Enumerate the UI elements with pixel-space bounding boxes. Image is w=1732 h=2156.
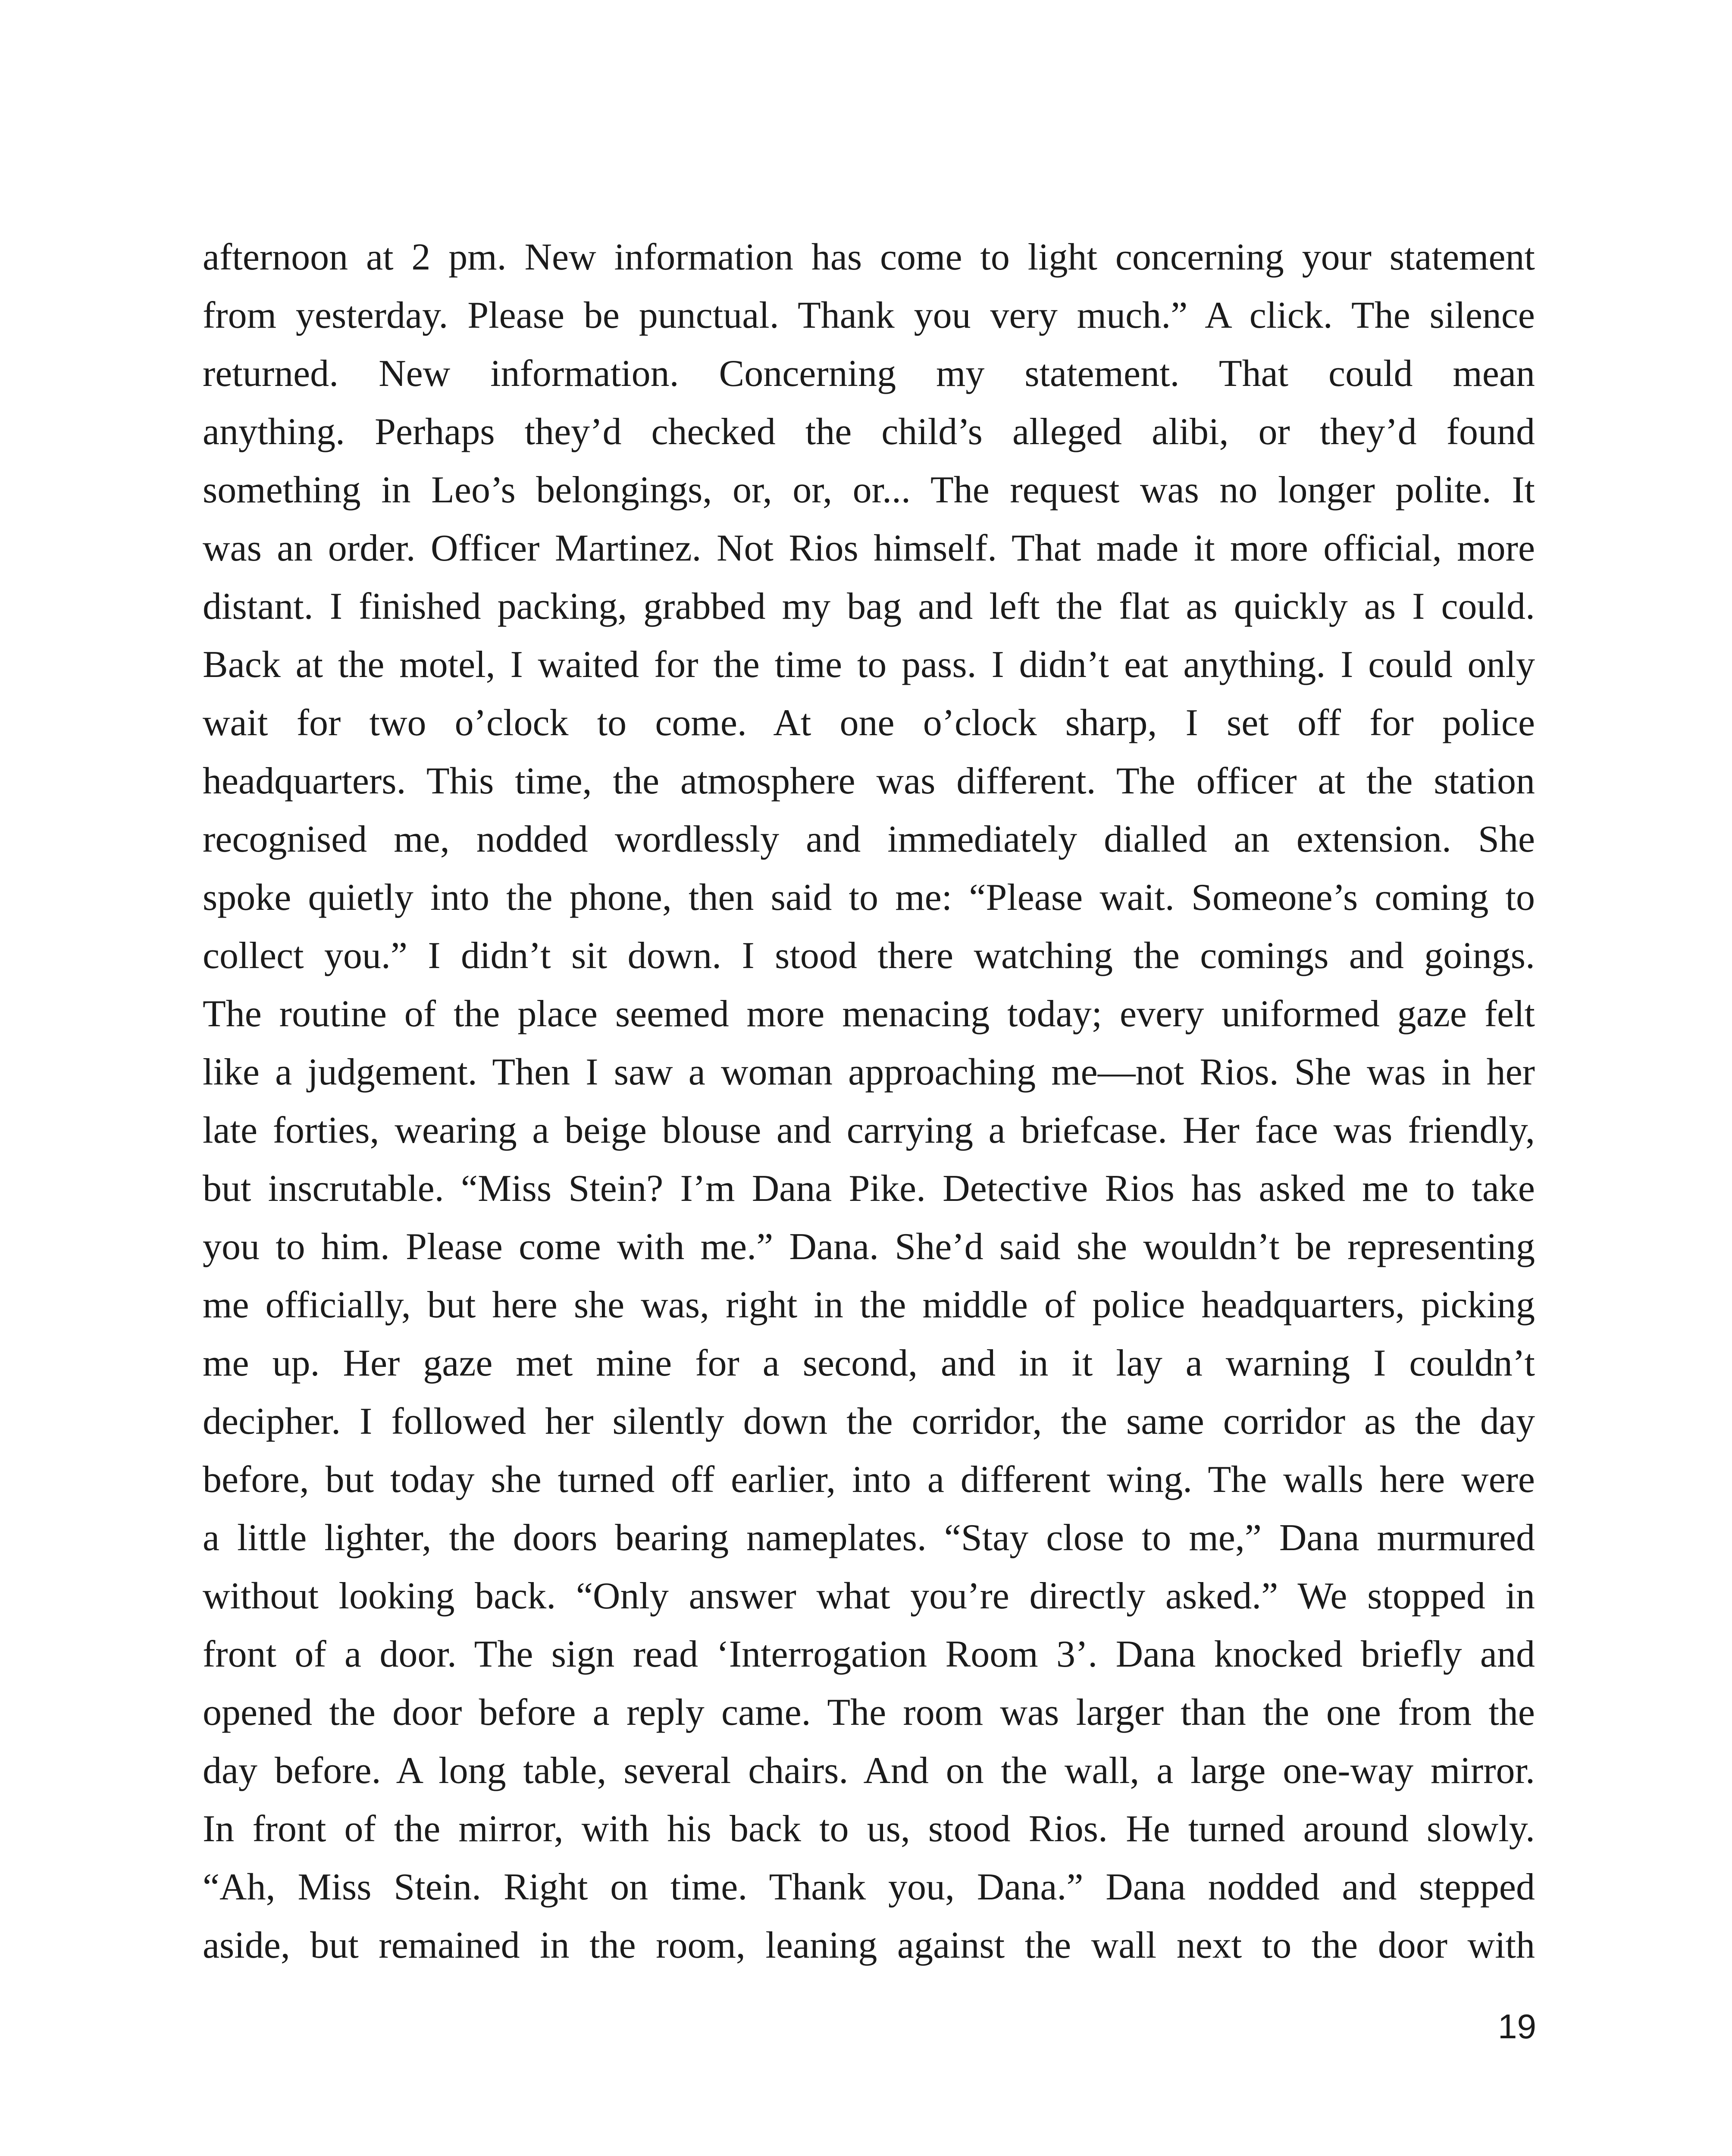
text-line: The routine of the place seemed more menacing today; every uniformed gaze felt <box>203 993 1535 1035</box>
text-line: spoke quietly into the phone, then said to me: “Please wait. Someone’s coming to <box>203 877 1535 918</box>
text-line: In front of the mirror, with his back to us, stood Rios. He turned around slowly. <box>203 1808 1535 1850</box>
text-line: something in Leo’s belongings, or, or, or... The request was no longer polite. It <box>203 469 1535 511</box>
text-line: without looking back. “Only answer what you’re directly asked.” We stopped in <box>203 1575 1535 1617</box>
text-line: but inscrutable. “Miss Stein? I’m Dana Pike. Detective Rios has asked me to take <box>203 1168 1535 1210</box>
text-line: distant. I finished packing, grabbed my bag and left the flat as quickly as I could. <box>203 586 1535 627</box>
text-line: wait for two o’clock to come. At one o’clock sharp, I set off for police <box>203 702 1535 744</box>
text-line: afternoon at 2 pm. New information has come to light concerning your statement <box>203 236 1535 278</box>
text-line: anything. Perhaps they’d checked the child’s alleged alibi, or they’d found <box>203 411 1535 453</box>
body-paragraph <box>203 228 1535 1974</box>
text-line: decipher. I followed her silently down the corridor, the same corridor as the day <box>203 1401 1535 1442</box>
text-line: you to him. Please come with me.” Dana. She’d said she wouldn’t be representing <box>203 1226 1535 1268</box>
text-line: “Ah, Miss Stein. Right on time. Thank you, Dana.” Dana nodded and stepped <box>203 1866 1535 1908</box>
text-line: front of a door. The sign read ‘Interrogation Room 3’. Dana knocked briefly and <box>203 1633 1535 1675</box>
text-line: me officially, but here she was, right in the middle of police headquarters, picking <box>203 1284 1535 1326</box>
text-line: returned. New information. Concerning my statement. That could mean <box>203 353 1535 395</box>
text-line: headquarters. This time, the atmosphere was different. The officer at the station <box>203 760 1535 802</box>
text-line: was an order. Officer Martinez. Not Rios himself. That made it more official, more <box>203 527 1535 569</box>
text-line: like a judgement. Then I saw a woman approaching me—not Rios. She was in her <box>203 1051 1535 1093</box>
text-line: opened the door before a reply came. The room was larger than the one from the <box>203 1692 1535 1733</box>
text-line: collect you.” I didn’t sit down. I stood there watching the comings and goings. <box>203 935 1535 977</box>
text-line: aside, but remained in the room, leaning against the wall next to the door with <box>203 1924 1535 1966</box>
text-line: from yesterday. Please be punctual. Thank you very much.” A click. The silence <box>203 295 1535 336</box>
text-line: before, but today she turned off earlier, into a different wing. The walls here were <box>203 1459 1535 1501</box>
page-number: 19 <box>1498 2007 1536 2046</box>
text-line: a little lighter, the doors bearing nameplates. “Stay close to me,” Dana murmured <box>203 1517 1535 1559</box>
text-line: day before. A long table, several chairs. And on the wall, a large one-way mirror. <box>203 1750 1535 1792</box>
text-line: recognised me, nodded wordlessly and immediately dialled an extension. She <box>203 818 1535 860</box>
text-line: Back at the motel, I waited for the time to pass. I didn’t eat anything. I could only <box>203 644 1535 686</box>
text-line: late forties, wearing a beige blouse and carrying a briefcase. Her face was friendly, <box>203 1109 1535 1151</box>
text-line: me up. Her gaze met mine for a second, and in it lay a warning I couldn’t <box>203 1342 1535 1384</box>
